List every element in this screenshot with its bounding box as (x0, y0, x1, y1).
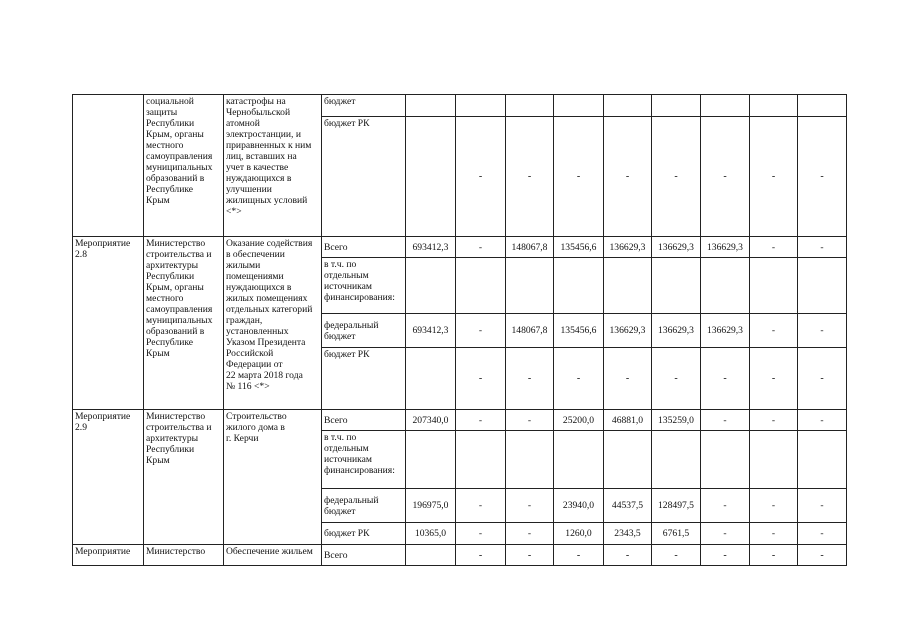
executor-cell: социальной защиты Республики Крым, органы местного самоуправления муниципальных образований в Республике Крым (144, 95, 224, 237)
value-cell: - (652, 117, 701, 237)
value-cell: - (798, 545, 847, 566)
value-cell: 44537,5 (604, 489, 652, 523)
value-cell (798, 95, 847, 117)
value-cell: - (456, 348, 506, 410)
value-cell: - (798, 489, 847, 523)
value-cell: - (506, 545, 554, 566)
value-cell: - (506, 348, 554, 410)
value-cell: - (554, 545, 604, 566)
table-cell (456, 258, 506, 314)
value-cell: 136629,3 (604, 314, 652, 348)
value-cell: - (506, 117, 554, 237)
source-cell: Всего (322, 237, 406, 258)
value-cell (406, 545, 456, 566)
value-cell: 136629,3 (652, 314, 701, 348)
value-cell (406, 117, 456, 237)
value-cell: - (506, 523, 554, 545)
measure-label-cell: Мероприятие 2.8 (73, 237, 144, 410)
value-cell: 46881,0 (604, 410, 652, 431)
value-cell: - (506, 410, 554, 431)
measure-label-cell: Мероприятие 2.9 (73, 410, 144, 545)
value-cell: 1260,0 (554, 523, 604, 545)
table-cell (798, 431, 847, 489)
value-cell: - (750, 523, 798, 545)
source-cell: федеральный бюджет (322, 314, 406, 348)
value-cell: - (456, 410, 506, 431)
value-cell: - (604, 348, 652, 410)
table-cell (604, 431, 652, 489)
source-cell: Всего (322, 410, 406, 431)
source-cell: в т.ч. по отдельным источникам финансирования: (322, 258, 406, 314)
value-cell: - (652, 545, 701, 566)
value-cell: 148067,8 (506, 237, 554, 258)
value-cell: 693412,3 (406, 314, 456, 348)
table-row (73, 237, 847, 258)
value-cell: - (798, 314, 847, 348)
value-cell (506, 95, 554, 117)
value-cell (652, 95, 701, 117)
table-cell (701, 431, 750, 489)
source-cell: бюджет РК (322, 348, 406, 410)
content-cell: Строительство жилого дома в г. Керчи (224, 410, 322, 545)
table-cell (554, 258, 604, 314)
value-cell (604, 95, 652, 117)
value-cell: 135456,6 (554, 314, 604, 348)
table-row (73, 95, 847, 117)
measure-label-cell: Мероприятие (73, 545, 144, 566)
value-cell: - (750, 314, 798, 348)
value-cell: - (701, 489, 750, 523)
source-cell: Всего (322, 545, 406, 566)
value-cell: 148067,8 (506, 314, 554, 348)
value-cell: 25200,0 (554, 410, 604, 431)
table-cell (701, 258, 750, 314)
source-cell: федеральный бюджет (322, 489, 406, 523)
value-cell (406, 348, 456, 410)
value-cell: 207340,0 (406, 410, 456, 431)
value-cell: - (604, 117, 652, 237)
content-cell: Оказание содействия в обеспечении жилыми помещениями нуждающихся в жилых помещениях отдельных категорий граждан, установленных Указом Президента Российской Федерации от 22 марта 2018 года № 116 <*> (224, 237, 322, 410)
table-cell (604, 258, 652, 314)
value-cell: - (456, 117, 506, 237)
value-cell: - (798, 523, 847, 545)
value-cell: - (456, 314, 506, 348)
value-cell: - (456, 545, 506, 566)
source-cell: бюджет РК (322, 523, 406, 545)
table-cell (506, 431, 554, 489)
table-cell (798, 258, 847, 314)
table-cell (554, 431, 604, 489)
value-cell: 23940,0 (554, 489, 604, 523)
table-cell (456, 431, 506, 489)
value-cell (554, 95, 604, 117)
value-cell: - (750, 545, 798, 566)
table-row (73, 410, 847, 431)
table-cell (652, 431, 701, 489)
value-cell: - (456, 523, 506, 545)
value-cell: - (701, 117, 750, 237)
value-cell: - (750, 348, 798, 410)
value-cell: 693412,3 (406, 237, 456, 258)
value-cell: - (701, 410, 750, 431)
value-cell: - (750, 237, 798, 258)
value-cell: 136629,3 (604, 237, 652, 258)
value-cell: - (798, 237, 847, 258)
value-cell: - (456, 489, 506, 523)
value-cell: 136629,3 (701, 314, 750, 348)
value-cell: 136629,3 (652, 237, 701, 258)
value-cell: 136629,3 (701, 237, 750, 258)
value-cell: - (701, 545, 750, 566)
value-cell: 6761,5 (652, 523, 701, 545)
value-cell: - (701, 348, 750, 410)
value-cell: - (750, 489, 798, 523)
executor-cell: Министерство строительства и архитектуры Республики Крым, органы местного самоуправления муниципальных образований в Республике Крым (144, 237, 224, 410)
executor-cell: Министерство (144, 545, 224, 566)
value-cell: 128497,5 (652, 489, 701, 523)
content-cell: катастрофы на Чернобыльской атомной электростанции, и приравненных к ним лиц, вставших на учет в качестве нуждающихся в улучшении жилищных условий <*> (224, 95, 322, 237)
value-cell: 10365,0 (406, 523, 456, 545)
table-cell (406, 431, 456, 489)
value-cell: 2343,5 (604, 523, 652, 545)
value-cell (701, 95, 750, 117)
value-cell: - (798, 117, 847, 237)
source-cell: в т.ч. по отдельным источникам финансирования: (322, 431, 406, 489)
executor-cell: Министерство строительства и архитектуры Республики Крым (144, 410, 224, 545)
value-cell (750, 95, 798, 117)
source-cell: бюджет РК (322, 117, 406, 237)
table-cell (750, 258, 798, 314)
value-cell: - (701, 523, 750, 545)
program-financing-table (72, 94, 847, 566)
table-cell (652, 258, 701, 314)
value-cell: - (506, 489, 554, 523)
table-cell (750, 431, 798, 489)
value-cell: - (604, 545, 652, 566)
source-cell: бюджет (322, 95, 406, 117)
table-cell (506, 258, 554, 314)
measure-label-cell (73, 95, 144, 237)
table-row (73, 545, 847, 566)
value-cell: 135456,6 (554, 237, 604, 258)
value-cell: - (554, 117, 604, 237)
value-cell (456, 95, 506, 117)
value-cell: - (798, 348, 847, 410)
content-cell: Обеспечение жильем (224, 545, 322, 566)
value-cell: 196975,0 (406, 489, 456, 523)
value-cell: - (456, 237, 506, 258)
value-cell (406, 95, 456, 117)
value-cell: - (798, 410, 847, 431)
table-cell (406, 258, 456, 314)
value-cell: - (750, 117, 798, 237)
value-cell: - (652, 348, 701, 410)
value-cell: 135259,0 (652, 410, 701, 431)
value-cell: - (750, 410, 798, 431)
value-cell: - (554, 348, 604, 410)
